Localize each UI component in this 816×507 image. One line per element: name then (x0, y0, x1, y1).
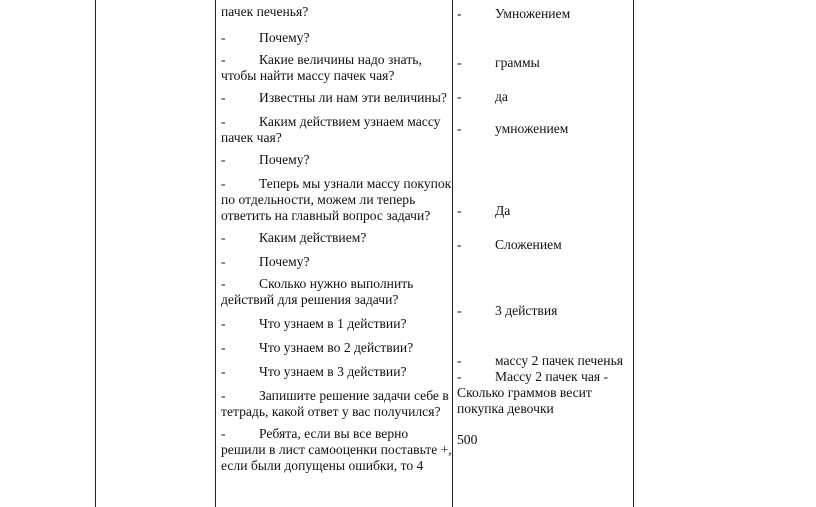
question-dash: - (221, 152, 226, 167)
table-border-left (95, 0, 96, 507)
question-text: если были допущены ошибки, то 4 (221, 458, 424, 473)
question-text: Ребята, если вы все верно (259, 426, 409, 441)
question-dash: - (221, 388, 226, 403)
question-dash: - (221, 114, 226, 129)
question-dash: - (221, 276, 226, 291)
answer-dash: - (457, 237, 462, 252)
question-dash: - (221, 254, 226, 269)
answer-dash: - (457, 353, 462, 368)
question-dash: - (221, 340, 226, 355)
question-dash: - (221, 316, 226, 331)
question-text: чтобы найти массу пачек чая? (221, 68, 395, 83)
answer-dash: - (457, 121, 462, 136)
question-text: Почему? (259, 152, 310, 167)
question-dash: - (221, 364, 226, 379)
answer-dash: - (457, 6, 462, 21)
question-text: Известны ли нам эти величины? (259, 90, 447, 105)
question-text: Что узнаем в 3 действии? (259, 364, 407, 379)
answer-text: Сколько граммов весит (457, 385, 592, 400)
question-text: Каким действием узнаем массу (259, 114, 441, 129)
table-border-col2 (215, 0, 216, 507)
answer-text: 3 действия (495, 303, 558, 318)
answer-dash: - (457, 303, 462, 318)
table-border-col3 (452, 0, 453, 507)
question-dash: - (221, 230, 226, 245)
answer-text: покупка девочки (457, 401, 554, 416)
answer-text: Да (495, 203, 511, 218)
question-dash: - (221, 52, 226, 67)
answer-text: 500 (457, 432, 478, 447)
answer-dash: - (457, 55, 462, 70)
question-text: по отдельности, можем ли теперь (221, 192, 416, 207)
question-text: Каким действием? (259, 230, 367, 245)
answer-text: массу 2 пачек печенья (495, 353, 624, 368)
question-text: Что узнаем во 2 действии? (259, 340, 414, 355)
answer-text: Сложением (495, 237, 562, 252)
question-text: пачек чая? (221, 130, 282, 145)
answer-text: Массу 2 пачек чая - (495, 369, 609, 384)
answer-dash: - (457, 89, 462, 104)
question-text: решили в лист самооценки поставьте +, (221, 442, 452, 457)
question-dash: - (221, 30, 226, 45)
answer-text: да (495, 89, 508, 104)
question-text: Что узнаем в 1 действии? (259, 316, 407, 331)
answer-dash: - (457, 369, 462, 384)
question-text: тетрадь, какой ответ у вас получился? (221, 404, 441, 419)
question-text: пачек печенья? (221, 4, 309, 19)
table-border-col4 (633, 0, 634, 507)
question-dash: - (221, 426, 226, 441)
answer-text: граммы (495, 55, 540, 70)
question-dash: - (221, 90, 226, 105)
question-text: Почему? (259, 254, 310, 269)
question-text: действий для решения задачи? (221, 292, 399, 307)
question-text: Почему? (259, 30, 310, 45)
question-text: Сколько нужно выполнить (259, 276, 414, 291)
question-text: Запишите решение задачи себе в (259, 388, 449, 403)
answer-dash: - (457, 203, 462, 218)
answer-text: умножением (495, 121, 569, 136)
question-text: Теперь мы узнали массу покупок (259, 176, 452, 191)
answer-text: Умножением (495, 6, 571, 21)
question-text: ответить на главный вопрос задачи? (221, 208, 431, 223)
question-dash: - (221, 176, 226, 191)
question-text: Какие величины надо знать, (259, 52, 422, 67)
